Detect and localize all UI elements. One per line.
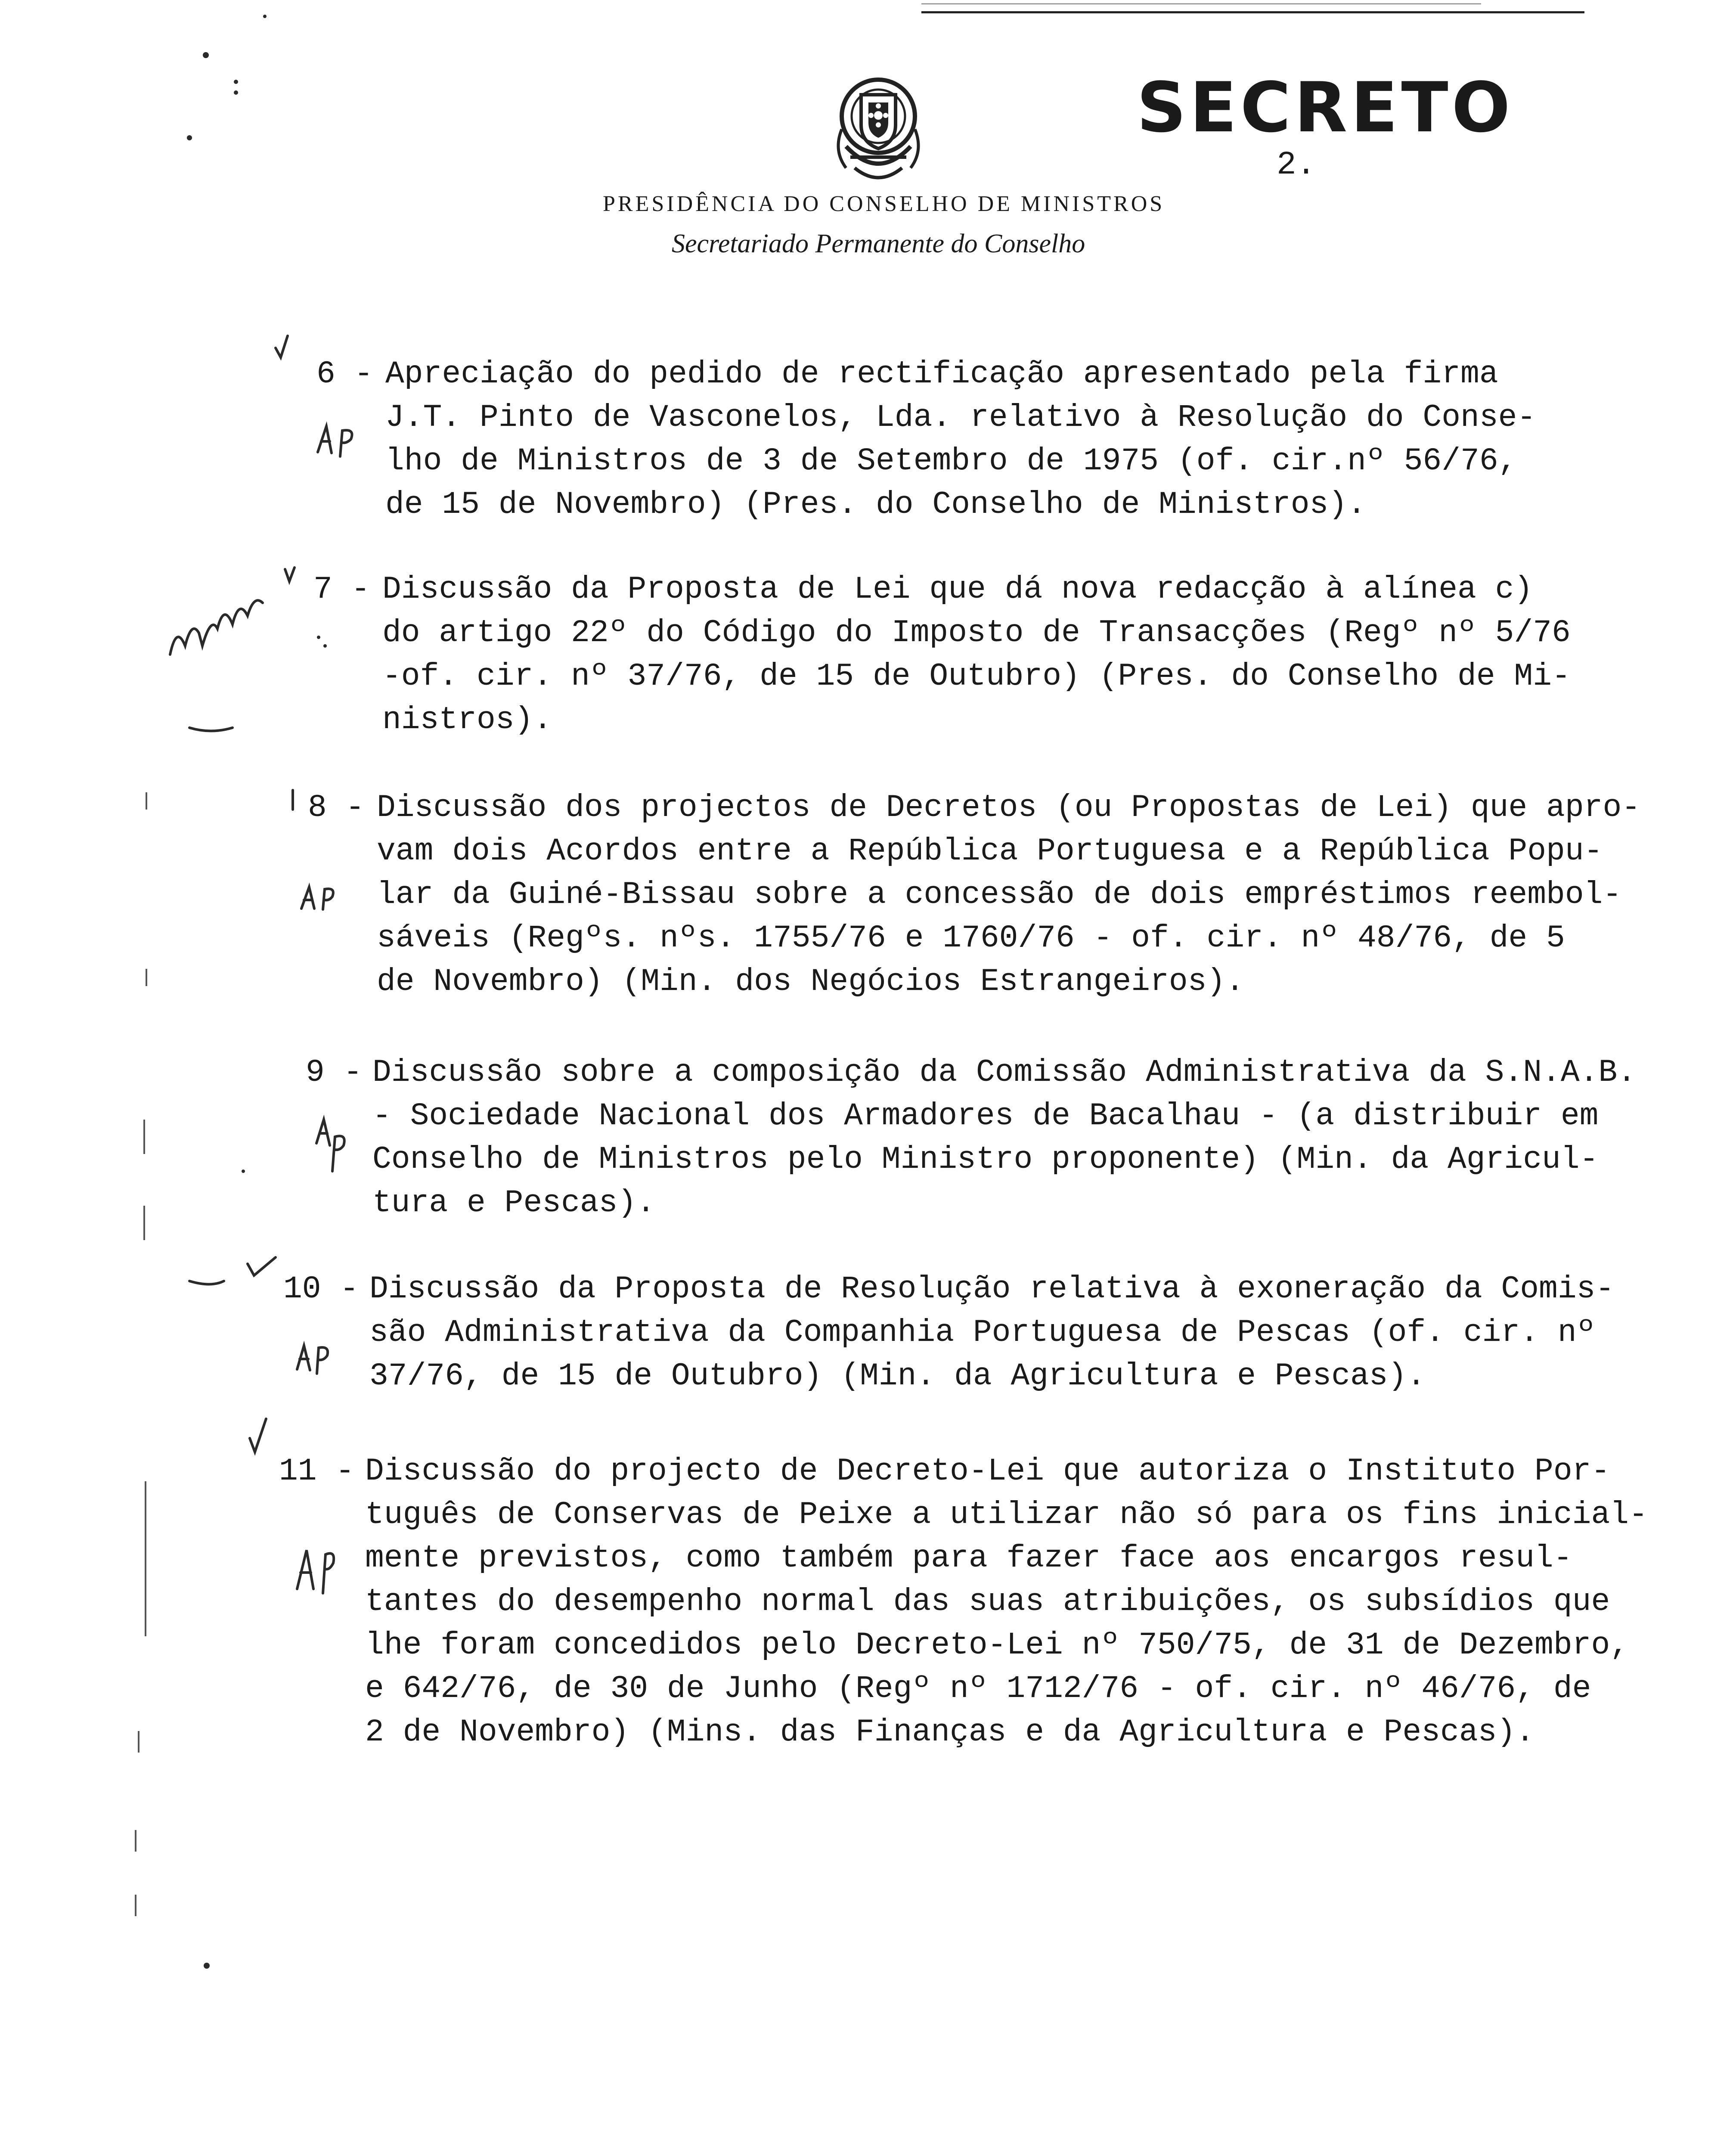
item-line: 37/76, de 15 de Outubro) (Min. da Agricultura e Pescas). <box>369 1358 1426 1394</box>
item-number: 7 - <box>313 571 370 607</box>
margin-tick <box>189 728 232 731</box>
ap-mark-item-6 <box>318 426 352 456</box>
speck <box>317 636 320 639</box>
item-line: lar da Guiné-Bissau sobre a concessão de dois empréstimos reembol- <box>377 877 1622 912</box>
classification-stamp: SECRETO <box>1137 67 1514 148</box>
speck <box>234 90 238 95</box>
coat-of-arms-emblem <box>820 65 936 194</box>
item-number: 6 - <box>316 356 373 392</box>
agenda-item <box>279 1449 1648 1754</box>
check-mark-item-10 <box>248 1257 276 1275</box>
ap-mark-item-11 <box>297 1550 334 1593</box>
agenda-item <box>313 568 1571 741</box>
item-line: sáveis (Regºs. nºs. 1755/76 e 1760/76 - of. cir. nº 48/76, de 5 <box>377 920 1565 956</box>
agenda-item <box>308 786 1641 1003</box>
speck <box>234 80 238 84</box>
item-line: -of. cir. nº 37/76, de 15 de Outubro) (Pres. do Conselho de Mi- <box>382 658 1571 694</box>
check-mark-item-7 <box>285 568 294 581</box>
agenda-item <box>316 352 1536 526</box>
speck <box>323 644 327 648</box>
item-line: de Novembro) (Min. dos Negócios Estrangeiros). <box>377 964 1245 999</box>
agenda-item <box>306 1051 1637 1225</box>
organization-name: PRESIDÊNCIA DO CONSELHO DE MINISTROS <box>603 192 1165 216</box>
item-line: 2 de Novembro) (Mins. das Finanças e da Agricultura e Pescas). <box>365 1714 1535 1750</box>
agenda-item <box>283 1267 1615 1398</box>
item-number: 10 - <box>283 1271 359 1307</box>
margin-tick <box>189 1281 224 1284</box>
item-line: lho de Ministros de 3 de Setembro de 1975 (of. cir.nº 56/76, <box>385 443 1517 479</box>
top-rule <box>921 11 1584 13</box>
item-line: Discussão sobre a composição da Comissão Administrativa da S.N.A.B. <box>372 1055 1637 1090</box>
speck <box>242 1170 245 1173</box>
top-rule-thin <box>921 3 1481 4</box>
item-line: tuguês de Conservas de Peixe a utilizar não só para os fins inicial- <box>365 1497 1648 1533</box>
speck <box>263 15 267 18</box>
item-number: 9 - <box>306 1055 363 1090</box>
speck <box>204 1963 210 1969</box>
item-line: vam dois Acordos entre a República Portuguesa e a República Popu- <box>377 833 1603 869</box>
speck <box>187 135 192 140</box>
item-line: Apreciação do pedido de rectificação apresentado pela firma <box>385 356 1498 392</box>
page-number: 2. <box>1277 146 1316 183</box>
item-line: Discussão da Proposta de Resolução relativa à exoneração da Comis- <box>369 1271 1615 1307</box>
speck <box>203 52 209 58</box>
item-line: nistros). <box>382 702 552 738</box>
item-number: 8 - <box>308 790 365 825</box>
item-line: Conselho de Ministros pelo Ministro proponente) (Min. da Agricul- <box>372 1142 1599 1177</box>
item-line: - Sociedade Nacional dos Armadores de Bacalhau - (a distribuir em <box>372 1098 1599 1134</box>
ap-mark-item-8 <box>301 887 333 909</box>
item-line: e 642/76, de 30 de Junho (Regº nº 1712/76 - of. cir. nº 46/76, de <box>365 1671 1591 1706</box>
item-line: J.T. Pinto de Vasconelos, Lda. relativo à Resolução do Conse- <box>385 400 1536 435</box>
item-line: de 15 de Novembro) (Pres. do Conselho de Ministros). <box>385 487 1366 522</box>
check-mark-item-6 <box>276 336 288 357</box>
item-line: do artigo 22º do Código do Imposto de Transacções (Regº nº 5/76 <box>382 615 1571 651</box>
item-line: tantes do desempenho normal das suas atribuições, os subsídios que <box>365 1584 1610 1619</box>
item-line: Discussão do projecto de Decreto-Lei que autoriza o Instituto Por- <box>365 1453 1610 1489</box>
item-line: Discussão dos projectos de Decretos (ou Propostas de Lei) que apro- <box>377 790 1641 825</box>
department-name: Secretariado Permanente do Conselho <box>672 229 1085 258</box>
margin-scribble <box>170 600 263 655</box>
ap-mark-item-9 <box>316 1120 344 1171</box>
item-line: Discussão da Proposta de Lei que dá nova redacção à alínea c) <box>382 571 1533 607</box>
check-mark-item-11 <box>250 1419 266 1452</box>
item-number: 11 - <box>279 1453 355 1489</box>
item-line: tura e Pescas). <box>372 1185 656 1221</box>
item-line: mente previstos, como também para fazer face aos encargos resul- <box>365 1540 1572 1576</box>
ap-mark-item-10 <box>297 1346 328 1374</box>
item-line: lhe foram concedidos pelo Decreto-Lei nº 750/75, de 31 de Dezembro, <box>365 1627 1629 1663</box>
item-line: são Administrativa da Companhia Portuguesa de Pescas (of. cir. nº <box>369 1315 1596 1350</box>
